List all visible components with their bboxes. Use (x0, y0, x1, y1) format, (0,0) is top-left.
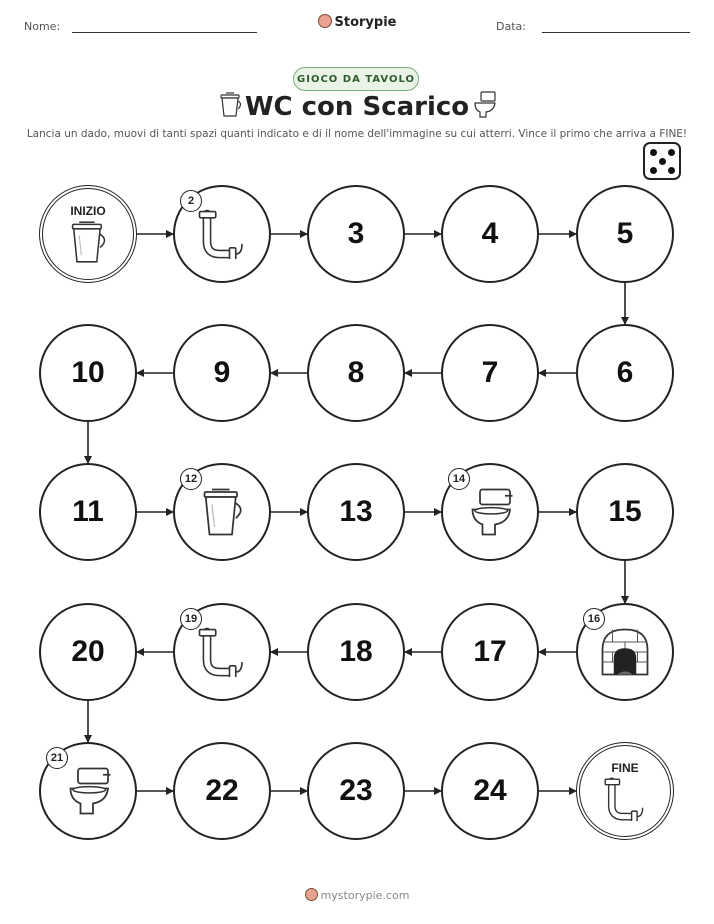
name-label: Nome: (24, 20, 61, 33)
board-space-7 (441, 324, 539, 422)
instructions: Lancia un dado, muovi di tanti spazi quanti indicato e di il nome dell'immagine su cui atterri. Vince il primo che arriva a FINE! (26, 128, 688, 140)
space-number: 5 (616, 217, 634, 250)
board-space-11 (39, 463, 137, 561)
space-number-tag: 21 (46, 747, 68, 769)
space-number: 9 (213, 356, 231, 389)
space-number: 23 (339, 774, 373, 807)
pipe-icon (197, 209, 247, 259)
board-space-start (39, 185, 137, 283)
sewer-tunnel-icon (600, 627, 650, 677)
storypie-logo-icon (305, 888, 318, 901)
board-space-20 (39, 603, 137, 701)
footer (0, 888, 714, 902)
space-number: 13 (339, 495, 373, 528)
toilet-icon (465, 487, 515, 537)
space-number: 22 (205, 774, 239, 807)
board-space-15 (576, 463, 674, 561)
space-number-tag: 2 (180, 190, 202, 212)
space-number: 3 (347, 217, 365, 250)
space-number-tag: 16 (583, 608, 605, 630)
space-number-tag: 19 (180, 608, 202, 630)
board-space-5 (576, 185, 674, 283)
space-number: 10 (71, 356, 105, 389)
space-number-tag: 12 (180, 468, 202, 490)
board-space-3 (307, 185, 405, 283)
date-label: Data: (496, 20, 526, 33)
board-space-18 (307, 603, 405, 701)
board-space-6 (576, 324, 674, 422)
pipe-icon (197, 627, 247, 677)
space-number: 8 (347, 356, 365, 389)
board-space-10 (39, 324, 137, 422)
category-badge: GIOCO DA TAVOLO (293, 67, 419, 91)
board-space-17 (441, 603, 539, 701)
board-space-23 (307, 742, 405, 840)
board-space-finish (576, 742, 674, 840)
board-space-24 (441, 742, 539, 840)
space-number: 18 (339, 635, 373, 668)
board-space-13 (307, 463, 405, 561)
space-number: 24 (473, 774, 507, 807)
space-number: 11 (72, 495, 104, 528)
board-space-4 (441, 185, 539, 283)
start-label: INIZIO (70, 204, 106, 218)
page-title: WC con Scarico (244, 92, 470, 122)
space-number: 6 (616, 356, 634, 389)
space-number: 15 (608, 495, 642, 528)
board-space-22 (173, 742, 271, 840)
board-space-8 (307, 324, 405, 422)
space-number: 17 (473, 635, 507, 668)
brand-name: Storypie (334, 15, 397, 30)
finish-label: FINE (611, 761, 639, 775)
space-number: 4 (481, 217, 499, 250)
space-number: 7 (481, 356, 499, 389)
board-space-9 (173, 324, 271, 422)
footer-url: mystorypie.com (320, 889, 410, 902)
pipe-icon (603, 777, 647, 821)
bucket-icon (197, 487, 247, 537)
bucket-icon (66, 220, 110, 264)
space-number: 20 (71, 635, 105, 668)
space-number-tag: 14 (448, 468, 470, 490)
toilet-icon (63, 766, 113, 816)
